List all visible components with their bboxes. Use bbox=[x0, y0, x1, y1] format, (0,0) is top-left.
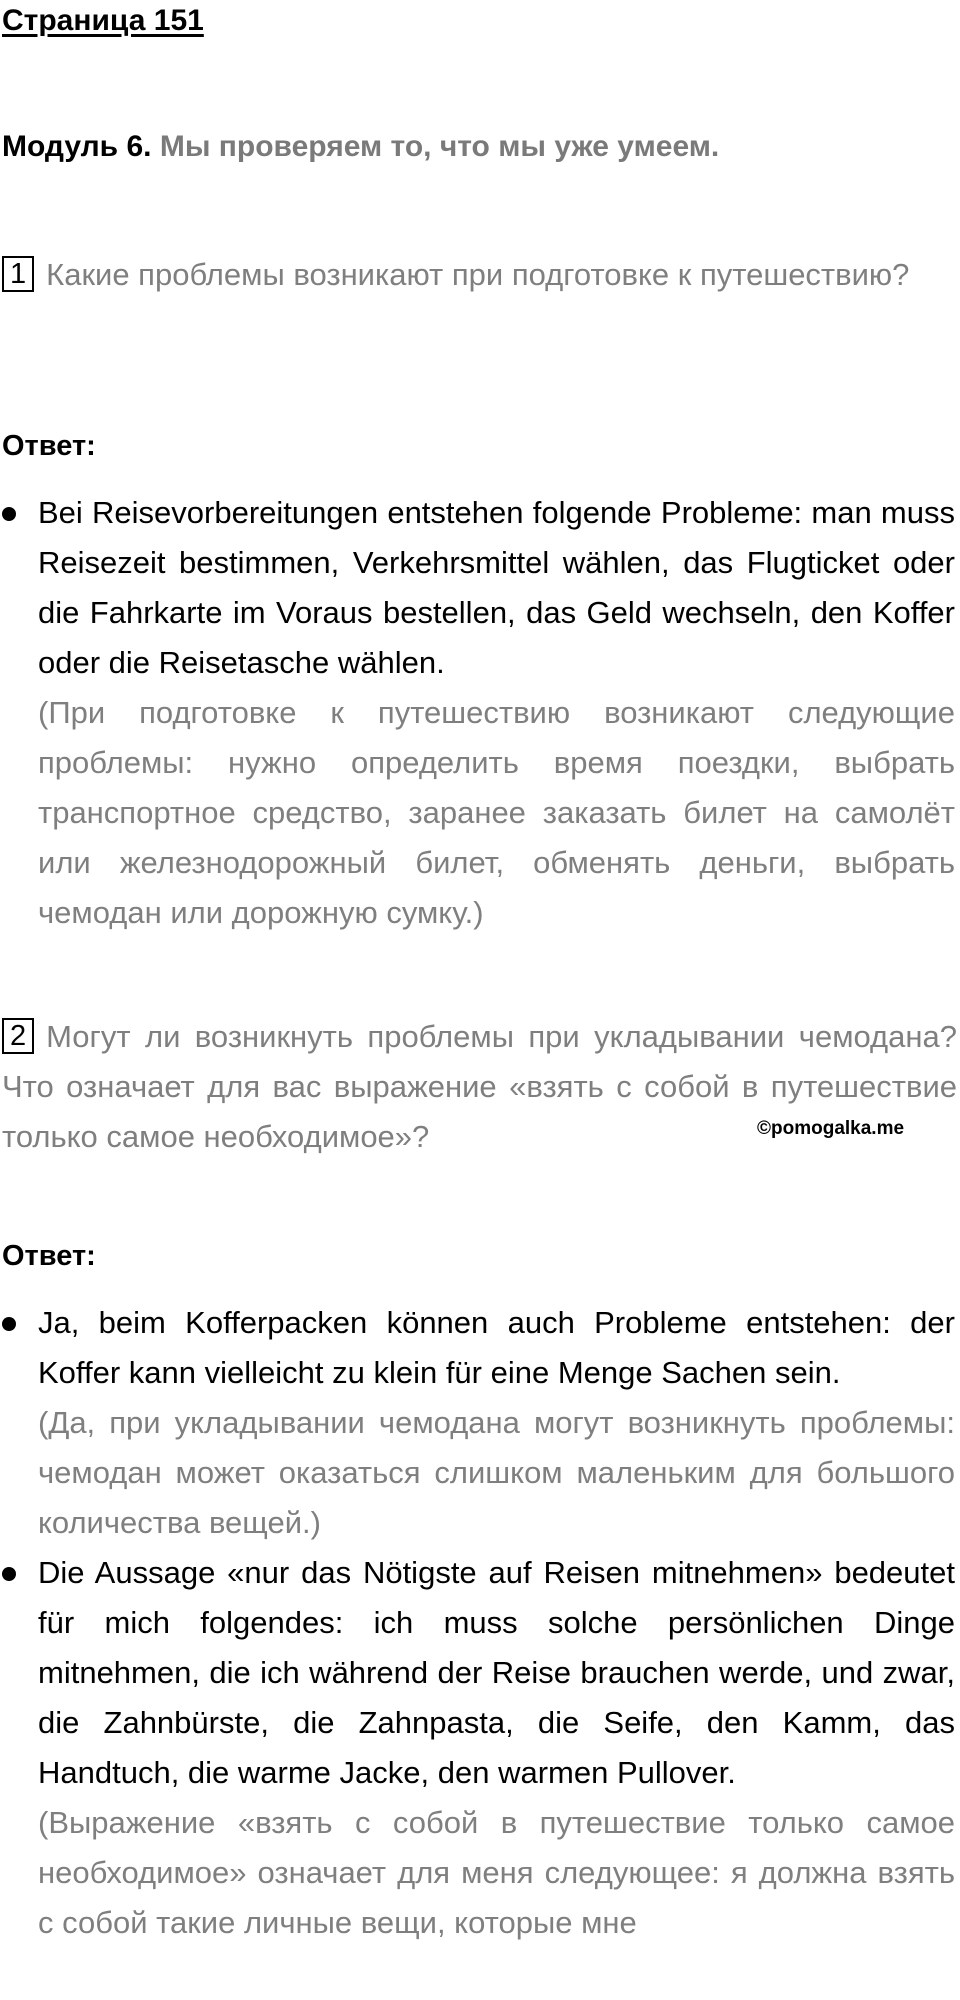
answer-russian-translation: (Да, при укладывании чемодана могут возникнуть проблемы: чемодан может оказаться слишком маленьким для большого количества вещей.) bbox=[38, 1405, 955, 1540]
module-number: Модуль 6. bbox=[2, 130, 152, 163]
bullet-icon bbox=[2, 1567, 16, 1581]
task-1-answer-list bbox=[0, 488, 955, 938]
task-2-answer-list bbox=[0, 1298, 955, 1948]
module-heading bbox=[2, 130, 719, 164]
bullet-icon bbox=[2, 1317, 16, 1331]
task-1-question bbox=[2, 250, 957, 300]
bullet-icon bbox=[2, 507, 16, 521]
answer-german-text: Bei Reisevorbereitungen entstehen folgende Probleme: man muss Reisezeit bestimmen, Verkehrsmittel wählen, das Flugticket oder die Fahrkarte im Voraus bestellen, das Geld wechseln, den Koffer oder die Reisetasche wählen. bbox=[38, 495, 955, 680]
task-1-number: 1 bbox=[2, 256, 34, 292]
answer-german-text: Ja, beim Kofferpacken können auch Probleme entstehen: der Koffer kann vielleicht zu klein für eine Menge Sachen sein. bbox=[38, 1305, 955, 1390]
page-title: Страница 151 bbox=[2, 4, 204, 37]
list-item bbox=[0, 1298, 955, 1548]
task-1-answer-label: Ответ: bbox=[2, 430, 96, 462]
module-name: Мы проверяем то, что мы уже умеем. bbox=[159, 130, 720, 163]
task-2-question-text: Могут ли возникнуть проблемы при укладывании чемодана? Что означает для вас выражение «взять с собой в путешествие только самое необходимое»? bbox=[2, 1019, 957, 1154]
task-2-number: 2 bbox=[2, 1018, 34, 1054]
watermark: ©pomogalka.me bbox=[757, 1118, 905, 1139]
answer-russian-translation: (Выражение «взять с собой в путешествие только самое необходимое» означает для меня следующее: я должна взять с собой такие личные вещи, которые мне bbox=[38, 1805, 955, 1940]
answer-russian-translation: (При подготовке к путешествию возникают следующие проблемы: нужно определить время поездки, выбрать транспортное средство, заранее заказать билет на самолёт или железнодорожный билет, обменять деньги, выбрать чемодан или дорожную сумку.) bbox=[38, 695, 955, 930]
list-item bbox=[0, 1548, 955, 1948]
task-2-answer-label: Ответ: bbox=[2, 1240, 96, 1272]
list-item bbox=[0, 488, 955, 938]
task-1-question-text: Какие проблемы возникают при подготовке к путешествию? bbox=[46, 257, 910, 292]
answer-german-text: Die Aussage «nur das Nötigste auf Reisen mitnehmen» bedeutet für mich folgendes: ich muss solche persönlichen Dinge mitnehmen, die ich während der Reise brauchen werde, und zwar, die Zahnbürste, die Zahnpasta, die Seife, den Kamm, das Handtuch, die warme Jacke, den warmen Pullover. bbox=[38, 1555, 955, 1790]
